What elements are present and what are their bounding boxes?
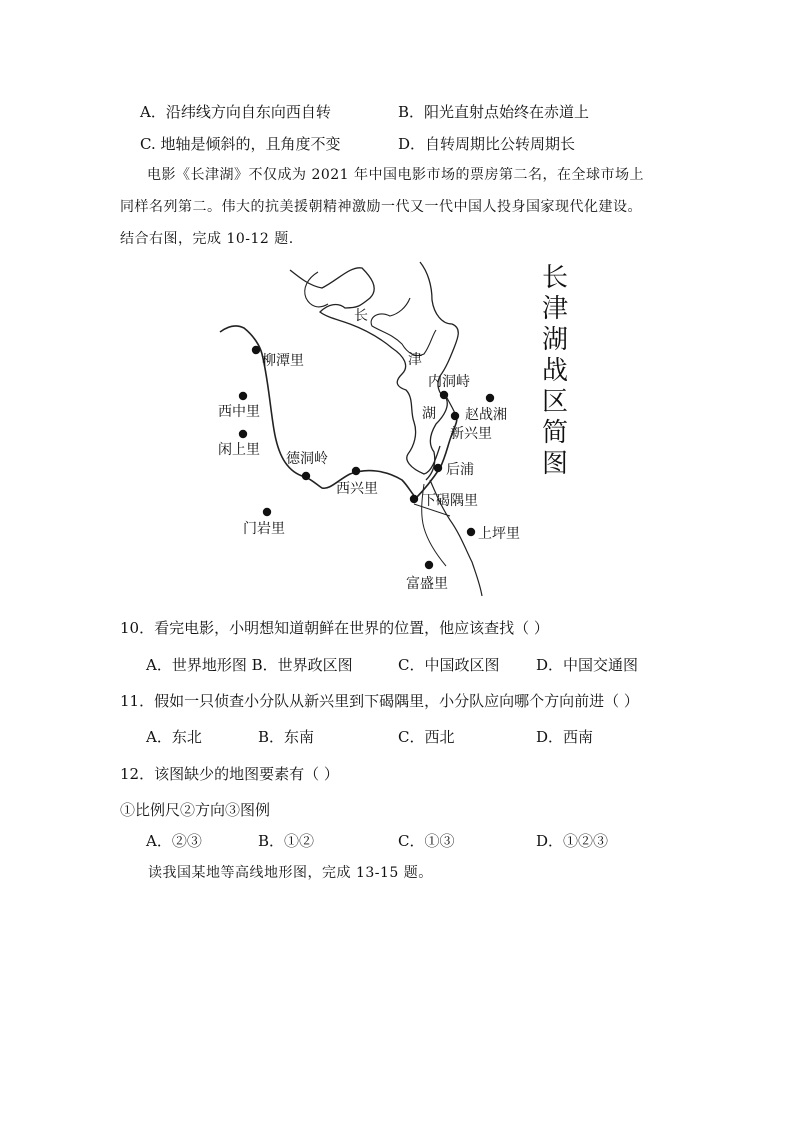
map-title-char: 湖 bbox=[541, 325, 568, 355]
map-title-char: 长 bbox=[541, 263, 568, 293]
q11-stem: 11．假如一只侦查小分队从新兴里到下碣隅里，小分队应向哪个方向前进（ ） bbox=[120, 692, 639, 710]
dot-dedongling bbox=[302, 472, 310, 480]
label-xianshangli: 闲上里 bbox=[218, 442, 260, 458]
dot-xizhongli bbox=[239, 392, 247, 400]
label-xinxingli: 新兴里 bbox=[450, 426, 492, 442]
lake-char-chang: 长 bbox=[354, 308, 368, 324]
dot-liutanli bbox=[252, 346, 260, 354]
q12-stem: 12．该图缺少的地图要素有（ ） bbox=[120, 765, 339, 783]
intro-line-2: 同样名列第二。伟大的抗美援朝精神激励一代又一代中国人投身国家现代化建设。 bbox=[120, 199, 642, 215]
q9-option-c: C. 地轴是倾斜的，且角度不变 bbox=[140, 135, 341, 153]
lake-char-hu: 湖 bbox=[422, 406, 436, 422]
q10-option-d: D．中国交通图 bbox=[536, 656, 639, 674]
q9-option-d: D．自转周期比公转周期长 bbox=[398, 135, 576, 153]
q12-option-a: A．②③ bbox=[146, 832, 202, 850]
dot-menyanli bbox=[263, 508, 271, 516]
dot-houpu bbox=[434, 464, 442, 472]
dot-shangpingli bbox=[467, 528, 475, 536]
map-title-char: 区 bbox=[541, 387, 568, 417]
q10-option-c: C．中国政区图 bbox=[398, 656, 500, 674]
q11-option-a: A．东北 bbox=[146, 728, 202, 746]
map-title-char: 津 bbox=[541, 294, 568, 324]
lake-inner-shore bbox=[371, 298, 436, 356]
intro-line-1: 电影《长津湖》不仅成为 2021 年中国电影市场的票房第二名，在全球市场上 bbox=[147, 167, 645, 183]
label-shangpingli: 上坪里 bbox=[478, 526, 520, 542]
q12-elements: ①比例尺②方向③图例 bbox=[120, 801, 271, 819]
next-intro: 读我国某地等高线地形图，完成 13-15 题。 bbox=[148, 865, 433, 881]
q10-option-ab: A．世界地形图 B．世界政区图 bbox=[146, 656, 353, 674]
lake-char-jin: 津 bbox=[408, 352, 422, 368]
label-xizhongli: 西中里 bbox=[218, 404, 260, 420]
map-graphic bbox=[210, 258, 580, 603]
dot-xiajieyuli bbox=[410, 495, 418, 503]
label-liutanli: 柳潭里 bbox=[262, 353, 304, 369]
dot-fushengli bbox=[425, 561, 433, 569]
q11-option-c: C．西北 bbox=[398, 728, 455, 746]
lake-outline-left bbox=[290, 268, 440, 474]
map-title-char: 战 bbox=[541, 356, 568, 386]
label-menyanli: 门岩里 bbox=[243, 521, 285, 537]
label-dedongling: 德洞岭 bbox=[286, 451, 328, 467]
label-neidongyu: 内洞峙 bbox=[428, 374, 470, 390]
q9-option-b: B．阳光直射点始终在赤道上 bbox=[398, 103, 590, 121]
dot-neidongyu bbox=[440, 391, 448, 399]
q11-option-b: B．东南 bbox=[258, 728, 315, 746]
intro-line-3: 结合右图，完成 10-12 题. bbox=[120, 231, 294, 247]
changjin-lake-map bbox=[210, 258, 580, 603]
label-xixingli: 西兴里 bbox=[336, 481, 378, 497]
q9-option-a: A．沿纬线方向自东向西自转 bbox=[140, 103, 331, 121]
q12-option-b: B．①② bbox=[258, 832, 315, 850]
q11-option-d: D．西南 bbox=[536, 728, 594, 746]
dot-xinxingli bbox=[451, 412, 459, 420]
map-title-char: 简 bbox=[541, 418, 568, 448]
dot-zhaozhanxiang bbox=[486, 394, 494, 402]
label-houpu: 后浦 bbox=[446, 462, 474, 478]
q12-option-c: C．①③ bbox=[398, 832, 455, 850]
dot-xixingli bbox=[352, 467, 360, 475]
label-xiajieyuli: 下碣隅里 bbox=[422, 493, 478, 509]
map-title-char: 图 bbox=[541, 449, 568, 479]
dot-xianshangli bbox=[239, 430, 247, 438]
lake-left-shore bbox=[305, 272, 328, 307]
label-fushengli: 富盛里 bbox=[406, 576, 448, 592]
q12-option-d: D．①②③ bbox=[536, 832, 609, 850]
label-zhaozhanxiang: 赵战湘 bbox=[465, 407, 507, 423]
q10-stem: 10．看完电影，小明想知道朝鲜在世界的位置，他应该查找（ ） bbox=[120, 619, 549, 637]
map-title-vertical bbox=[540, 263, 570, 480]
